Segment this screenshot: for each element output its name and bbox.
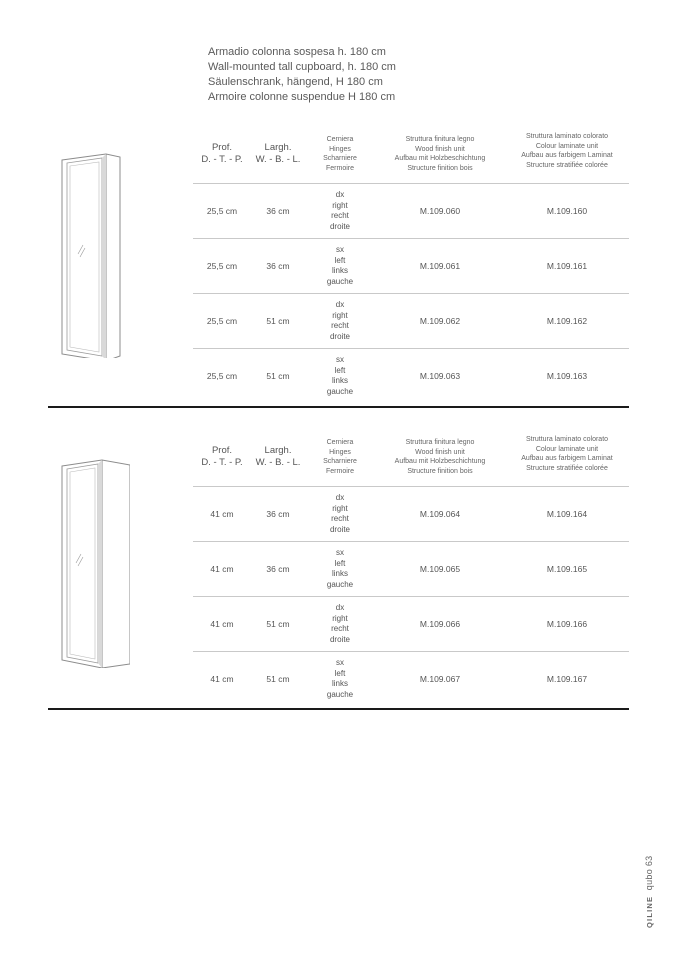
header-depth: Prof. D. - T. - P. bbox=[201, 142, 243, 165]
hinge-cell: sx left links gauche bbox=[326, 355, 354, 396]
brand-line: QILINE bbox=[645, 895, 654, 928]
wood-code: M.109.067 bbox=[419, 673, 461, 684]
hinge-cell: sx left links gauche bbox=[326, 548, 354, 589]
depth-cell: 25,5 cm bbox=[206, 260, 238, 271]
laminate-code: M.109.161 bbox=[546, 260, 588, 271]
product-table-section-2 bbox=[48, 428, 629, 710]
wood-code: M.109.062 bbox=[419, 315, 461, 326]
hinge-cell: dx right recht droite bbox=[329, 603, 350, 644]
table-row bbox=[193, 487, 629, 542]
depth-cell: 41 cm bbox=[210, 618, 234, 629]
cabinet-drawing bbox=[58, 458, 122, 654]
page-number: 63 bbox=[644, 855, 654, 867]
wood-code: M.109.060 bbox=[419, 205, 461, 216]
section-divider bbox=[48, 406, 629, 408]
wood-code: M.109.065 bbox=[419, 563, 461, 574]
table-row bbox=[193, 652, 629, 706]
width-cell: 36 cm bbox=[266, 563, 290, 574]
width-cell: 36 cm bbox=[266, 260, 290, 271]
header-width: Largh. W. - B. - L. bbox=[255, 142, 301, 165]
table-row bbox=[193, 294, 629, 349]
cabinet-drawing bbox=[58, 152, 122, 348]
header-wood-finish: Struttura finitura legno Wood finish unit Aufbau mit Holzbeschichtung Structure finition bois bbox=[394, 136, 486, 172]
laminate-code: M.109.164 bbox=[546, 508, 588, 519]
table-row bbox=[193, 597, 629, 652]
wood-code: M.109.064 bbox=[419, 508, 461, 519]
laminate-code: M.109.160 bbox=[546, 205, 588, 216]
header-depth: Prof. D. - T. - P. bbox=[201, 445, 243, 468]
header-laminate: Struttura laminato colorato Colour laminate unit Aufbau aus farbigem Laminat Structure stratifiée colorée bbox=[521, 436, 613, 472]
wood-code: M.109.061 bbox=[419, 260, 461, 271]
table-header bbox=[193, 428, 629, 487]
depth-cell: 25,5 cm bbox=[206, 205, 238, 216]
hinge-cell: dx right recht droite bbox=[329, 190, 350, 231]
title-line-fr: Armoire colonne suspendue H 180 cm bbox=[208, 91, 396, 103]
depth-cell: 41 cm bbox=[210, 673, 234, 684]
width-cell: 51 cm bbox=[266, 370, 290, 381]
section-divider bbox=[48, 708, 629, 710]
product-table bbox=[193, 428, 629, 706]
laminate-code: M.109.166 bbox=[546, 618, 588, 629]
depth-cell: 41 cm bbox=[210, 508, 234, 519]
depth-cell: 25,5 cm bbox=[206, 370, 238, 381]
wood-code: M.109.066 bbox=[419, 618, 461, 629]
width-cell: 51 cm bbox=[266, 315, 290, 326]
laminate-code: M.109.162 bbox=[546, 315, 588, 326]
header-hinges: Cerniera Hinges Scharniere Fermoire bbox=[323, 136, 357, 172]
hinge-cell: sx left links gauche bbox=[326, 658, 354, 699]
width-cell: 36 cm bbox=[266, 205, 290, 216]
laminate-code: M.109.163 bbox=[546, 370, 588, 381]
brand-model: qubo bbox=[644, 868, 654, 891]
table-row bbox=[193, 239, 629, 294]
laminate-code: M.109.167 bbox=[546, 673, 588, 684]
title-line-it: Armadio colonna sospesa h. 180 cm bbox=[208, 46, 386, 58]
title-line-de: Säulenschrank, hängend, H 180 cm bbox=[208, 76, 383, 88]
width-cell: 51 cm bbox=[266, 673, 290, 684]
table-row bbox=[193, 184, 629, 239]
header-wood-finish: Struttura finitura legno Wood finish unit Aufbau mit Holzbeschichtung Structure finition bois bbox=[394, 439, 486, 475]
product-table-section-1 bbox=[48, 125, 629, 408]
laminate-code: M.109.165 bbox=[546, 563, 588, 574]
header-width: Largh. W. - B. - L. bbox=[255, 445, 301, 468]
width-cell: 51 cm bbox=[266, 618, 290, 629]
header-hinges: Cerniera Hinges Scharniere Fermoire bbox=[323, 439, 357, 475]
product-table bbox=[193, 125, 629, 403]
table-header bbox=[193, 125, 629, 184]
brand-footer bbox=[644, 856, 654, 928]
depth-cell: 25,5 cm bbox=[206, 315, 238, 326]
title-line-en: Wall-mounted tall cupboard, h. 180 cm bbox=[208, 61, 396, 73]
hinge-cell: dx right recht droite bbox=[329, 493, 350, 534]
width-cell: 36 cm bbox=[266, 508, 290, 519]
header-laminate: Struttura laminato colorato Colour laminate unit Aufbau aus farbigem Laminat Structure stratifiée colorée bbox=[521, 133, 613, 169]
depth-cell: 41 cm bbox=[210, 563, 234, 574]
wood-code: M.109.063 bbox=[419, 370, 461, 381]
table-row bbox=[193, 349, 629, 403]
page-title bbox=[208, 45, 396, 105]
hinge-cell: sx left links gauche bbox=[326, 245, 354, 286]
hinge-cell: dx right recht droite bbox=[329, 300, 350, 341]
table-row bbox=[193, 542, 629, 597]
